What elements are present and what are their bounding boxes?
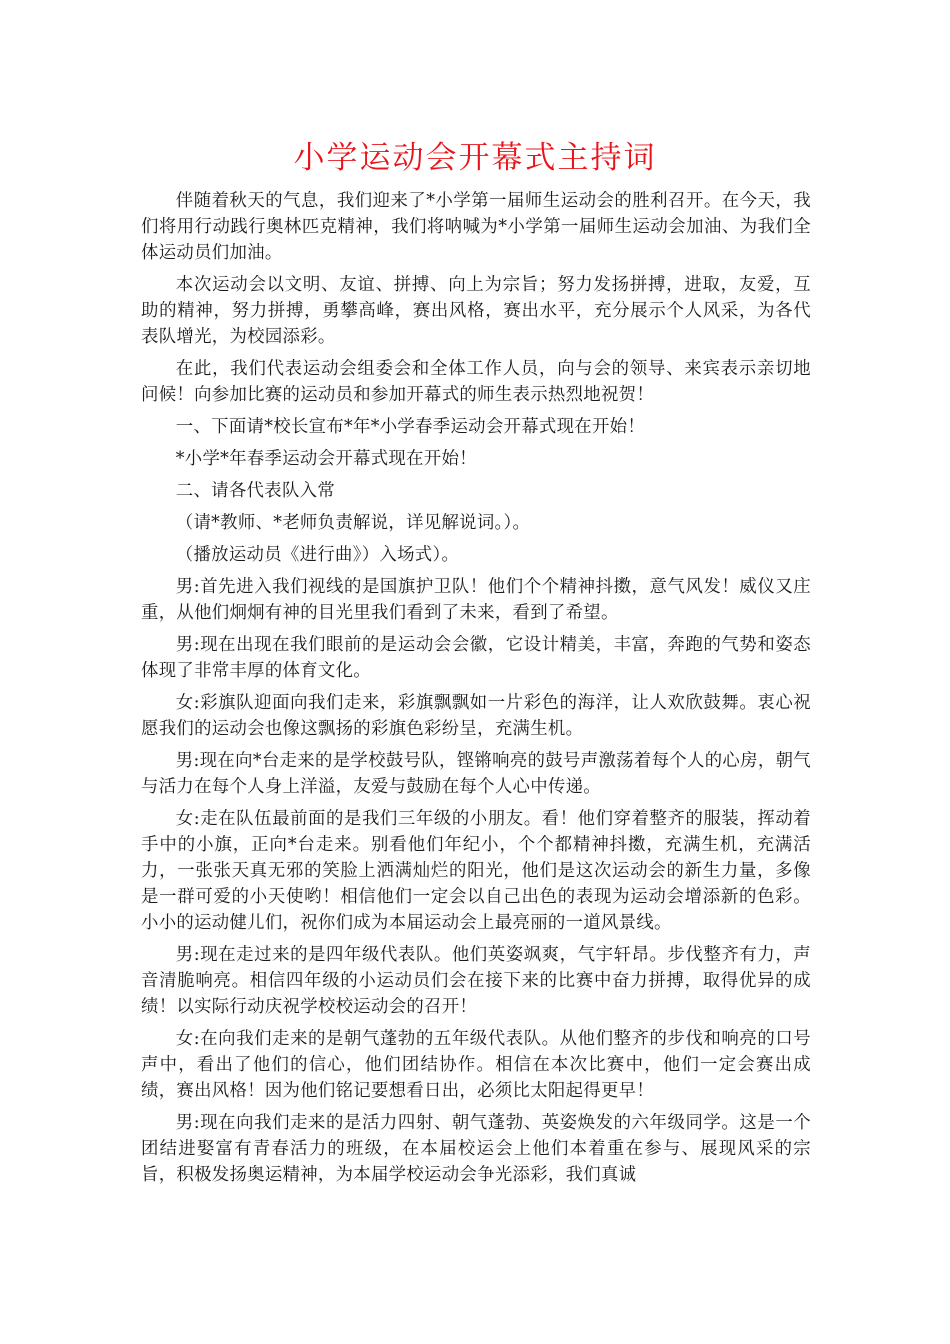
paragraph: 女:走在队伍最前面的是我们三年级的小朋友。看！他们穿着整齐的服装，挥动着手中的小旗，正向*台走来。别看他们年纪小，个个都精神抖擞，充满生机，充满活力，一张张天真无邪的笑脸上洒满灿烂的阳光，他们是这次运动会的新生力量，多像是一群可爱的小天使哟！相信他们一定会以自己出色的表现为运动会增添新的色彩。小小的运动健儿们，祝你们成为本届运动会上最亮丽的一道风景线。 — [141, 809, 811, 933]
document-title: 小学运动会开幕式主持词 — [293, 140, 657, 176]
paragraph: 女:彩旗队迎面向我们走来，彩旗飘飘如一片彩色的海洋，让人欢欣鼓舞。衷心祝愿我们的运动会也像这飘扬的彩旗色彩纷呈，充满生机。 — [141, 693, 811, 739]
paragraph: 二、请各代表队入常 — [175, 481, 336, 501]
paragraph: 女:在向我们走来的是朝气蓬勃的五年级代表队。从他们整齐的步伐和响亮的口号声中，看出了他们的信心，他们团结协作。相信在本次比赛中，他们一定会赛出成绩，赛出风格！因为他们铭记要想看日出，必须比太阳起得更早！ — [141, 1029, 811, 1101]
paragraph: （播放运动员《进行曲》）入场式）。 — [175, 545, 460, 565]
paragraph: （请*教师、*老师负责解说，详见解说词。）。 — [175, 513, 531, 533]
paragraph: 伴随着秋天的气息，我们迎来了*小学第一届师生运动会的胜利召开。在今天，我们将用行动践行奥林匹克精神，我们将呐喊为*小学第一届师生运动会加油、为我们全体运动员们加油。 — [141, 191, 811, 263]
paragraph: 男:现在出现在我们眼前的是运动会会徽，它设计精美，丰富，奔跑的气势和姿态体现了非常丰厚的体育文化。 — [141, 635, 811, 681]
paragraph: 男:现在向我们走来的是活力四射、朝气蓬勃、英姿焕发的六年级同学。这是一个团结进娶富有青春活力的班级，在本届校运会上他们本着重在参与、展现风采的宗旨，积极发扬奥运精神，为本届学校运动会争光添彩，我们真诚 — [141, 1113, 811, 1185]
paragraph: 男:现在走过来的是四年级代表队。他们英姿飒爽，气宇轩昂。步伐整齐有力，声音清脆响亮。相信四年级的小运动员们会在接下来的比赛中奋力拼搏，取得优异的成绩！以实际行动庆祝学校校运动会的召开！ — [141, 945, 811, 1017]
paragraph: 在此，我们代表运动会组委会和全体工作人员，向与会的领导、来宾表示亲切地问候！向参加比赛的运动员和参加开幕式的师生表示热烈地祝贺！ — [141, 359, 811, 405]
paragraph: *小学*年春季运动会开幕式现在开始！ — [175, 449, 477, 469]
paragraph: 男:首先进入我们视线的是国旗护卫队！他们个个精神抖擞，意气风发！威仪又庄重，从他们炯炯有神的目光里我们看到了未来，看到了希望。 — [141, 577, 811, 623]
paragraph: 本次运动会以文明、友谊、拼搏、向上为宗旨；努力发扬拼搏，进取，友爱，互助的精神，努力拼搏，勇攀高峰，赛出风格，赛出水平，充分展示个人风采，为各代表队增光，为校园添彩。 — [141, 275, 811, 347]
document-body — [141, 188, 811, 1194]
paragraph: 男:现在向*台走来的是学校鼓号队，铿锵响亮的鼓号声激荡着每个人的心房，朝气与活力在每个人身上洋溢，友爱与鼓励在每个人心中传递。 — [141, 751, 811, 797]
paragraph: 一、下面请*校长宣布*年*小学春季运动会开幕式现在开始！ — [175, 417, 646, 437]
